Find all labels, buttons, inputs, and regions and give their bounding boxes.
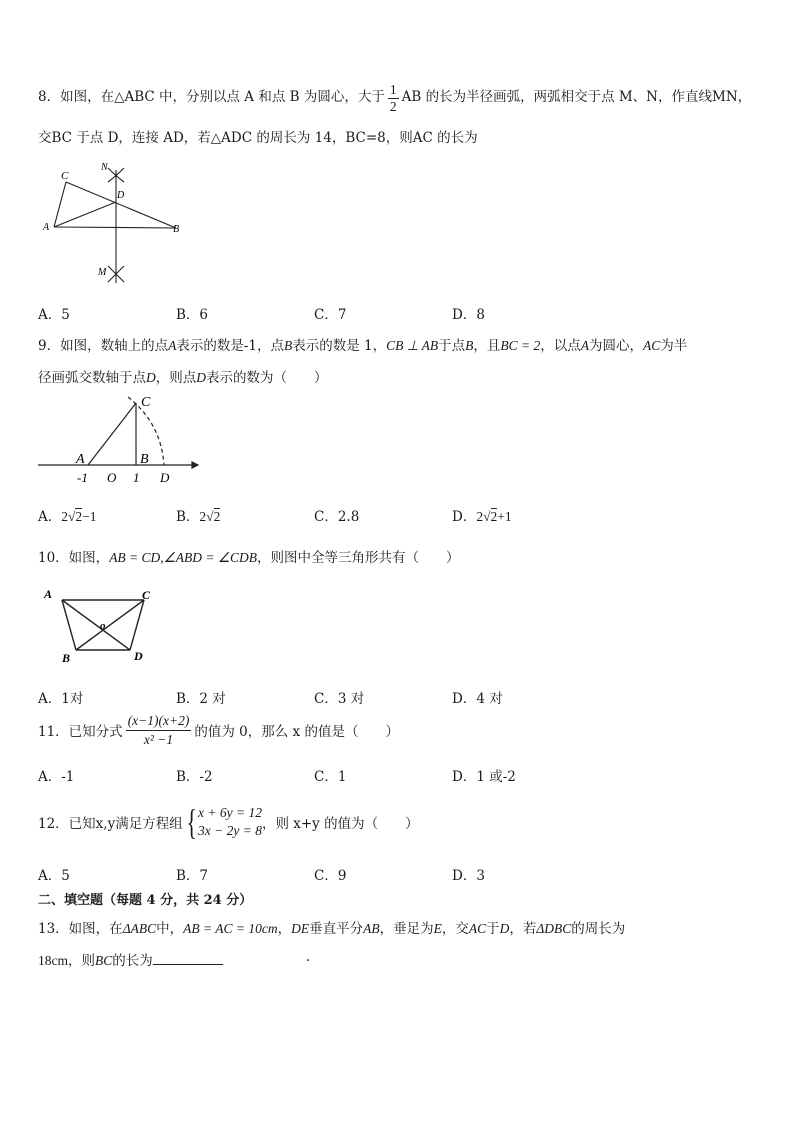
q13-var-de: DE xyxy=(291,921,310,936)
q13-answer-blank[interactable] xyxy=(153,952,223,965)
q8-figure xyxy=(38,158,198,288)
q11-option-a[interactable]: A．-1 xyxy=(38,769,75,785)
q13-var-ab: AB xyxy=(363,921,380,936)
q12-brace-icon: { xyxy=(186,802,197,842)
q9-text-b: 表示的数是-1，点 xyxy=(176,338,284,354)
q9-label-o: O xyxy=(107,470,117,485)
q10-option-d[interactable]: D．4 对 xyxy=(452,691,503,707)
q8-label-d: D xyxy=(117,190,125,201)
q13-var-bc: BC xyxy=(95,953,113,968)
q8-label-n: N xyxy=(101,162,108,173)
q10-side-ab xyxy=(62,600,76,650)
q12-text-b: ，则 x+y 的值为（ ） xyxy=(261,816,419,832)
q11-frac-num: (x−1)(x+2) xyxy=(126,713,192,731)
q9-opt-d-coef: 2 xyxy=(476,509,484,524)
q13-text-d: 垂直平分 xyxy=(309,921,364,937)
q8-option-d[interactable]: D．8 xyxy=(452,307,485,323)
q13-text-c: ， xyxy=(277,921,292,937)
q10-cond: AB = CD,∠ABD = ∠CDB xyxy=(109,550,257,565)
q8-side-cb xyxy=(66,182,176,228)
q9-line2-c: 表示的数为（ ） xyxy=(206,370,328,386)
q8-label-c: C xyxy=(61,170,69,182)
q9-opt-d-radicand: 2 xyxy=(490,509,498,524)
q11-frac-den: x² −1 xyxy=(143,731,174,747)
q8-option-b[interactable]: B．6 xyxy=(176,307,209,323)
q10-label-c: C xyxy=(142,588,151,602)
q12-eq1: x + 6y = 12 xyxy=(198,805,262,820)
q13-line2-c: 的长为 xyxy=(112,953,153,969)
q9-opt-d-post: +1 xyxy=(497,509,512,524)
section2-heading: 二、填空题（每题 4 分，共 24 分） xyxy=(38,893,253,908)
q9-var-d2: D xyxy=(196,370,206,385)
q10-figure xyxy=(38,585,158,667)
q9-line2 xyxy=(38,366,328,386)
q13-text-h: ，若 xyxy=(509,921,537,937)
q11-line1 xyxy=(38,712,399,748)
q9-opt-b-coef: 2 xyxy=(199,509,207,524)
q9-cond2: BC = 2 xyxy=(500,338,541,353)
q13-var-ac: AC xyxy=(468,921,487,936)
q8-text-a: 8．如图，在△ABC 中，分别以点 A 和点 B 为圆心，大于 xyxy=(38,89,385,106)
q10-side-cd xyxy=(130,600,144,650)
q10-label-o: o xyxy=(100,620,106,632)
q12-option-a[interactable]: A．5 xyxy=(38,868,70,884)
q9-figure xyxy=(36,393,201,488)
q10-text-b: ，则图中全等三角形共有（ ） xyxy=(256,550,460,566)
q9-text-d: 于点 xyxy=(438,338,466,354)
q13-cond1: AB = AC = 10cm xyxy=(183,921,278,936)
q10-label-d: D xyxy=(134,649,143,663)
q9-opt-a-post: −1 xyxy=(82,509,97,524)
q9-opt-b-label: B． xyxy=(176,509,200,525)
q8-option-a[interactable]: A．5 xyxy=(38,307,70,323)
q11-option-c[interactable]: C．1 xyxy=(314,769,347,785)
q12-option-b[interactable]: B．7 xyxy=(176,868,209,884)
q8-fraction xyxy=(388,83,399,113)
q8-line1 xyxy=(38,84,751,112)
q9-text-h: 为半 xyxy=(660,338,688,354)
q10-option-a[interactable]: A．1对 xyxy=(38,691,84,707)
q13-text-b: 中， xyxy=(156,921,184,937)
q8-option-c[interactable]: C．7 xyxy=(314,307,347,323)
q9-var-d: D xyxy=(146,370,156,385)
q10-diag-cb xyxy=(76,600,144,650)
q9-text-a: 9．如图，数轴上的点 xyxy=(38,338,169,354)
q9-label-a: A xyxy=(76,452,85,467)
q9-opt-a-sqrt-icon: √ xyxy=(68,509,76,524)
q8-label-b: B xyxy=(173,224,180,235)
q13-text-a: 13．如图，在 xyxy=(38,921,123,937)
q9-label-b: B xyxy=(140,452,149,467)
q8-text-b: AB 的长为半径画弧，两弧相交于点 M、N，作直线MN， xyxy=(401,89,752,106)
q12-text-a: 12．已知x,y满足方程组 xyxy=(38,816,183,832)
q9-axis-arrow xyxy=(192,462,198,468)
q9-option-a[interactable] xyxy=(38,505,97,525)
q12-eq2: 3x − 2y = 8 xyxy=(198,823,262,838)
q12-system xyxy=(198,804,262,840)
q13-period: . xyxy=(306,949,311,965)
q8-frac-num: 1 xyxy=(389,82,397,97)
q9-text-f: ，以点 xyxy=(540,338,581,354)
q13-tri2: ΔDBC xyxy=(536,921,572,936)
q10-text-a: 10．如图， xyxy=(38,550,110,566)
q12-line1 xyxy=(38,802,419,842)
q9-option-b[interactable] xyxy=(176,505,220,525)
q9-opt-a-label: A． xyxy=(38,509,62,525)
q13-text-e: ，垂足为 xyxy=(379,921,434,937)
q9-line2-b: ，则点 xyxy=(155,370,197,386)
q10-label-a: A xyxy=(44,587,53,601)
q13-line2 xyxy=(38,949,223,969)
q10-label-b: B xyxy=(62,651,71,665)
q9-var-a2: A xyxy=(580,338,590,353)
q9-label-neg1: -1 xyxy=(77,470,88,485)
q9-text-g: 为圆心， xyxy=(589,338,644,354)
q10-line1 xyxy=(38,546,459,566)
q9-var-b: B xyxy=(284,338,293,353)
q9-var-a: A xyxy=(168,338,177,353)
q8-segment-ad xyxy=(54,202,116,227)
q9-line2-a: 径画弧交数轴于点 xyxy=(38,370,146,386)
q13-var-e: E xyxy=(433,921,442,936)
q8-label-a: A xyxy=(43,222,50,233)
q11-option-d[interactable]: D．1 或-2 xyxy=(452,769,516,785)
q13-var-d: D xyxy=(499,921,510,936)
q9-label-c: C xyxy=(141,395,151,410)
q9-opt-a-coef: 2 xyxy=(61,509,68,524)
q9-var-b2: B xyxy=(465,338,474,353)
q11-text-a: 11．已知分式 xyxy=(38,724,123,740)
q8-frac-den: 2 xyxy=(389,98,397,114)
q13-tri1: ΔABC xyxy=(122,921,157,936)
q9-cond1: CB ⊥ AB xyxy=(386,338,439,353)
q13-text-g: 于 xyxy=(486,921,500,937)
q13-text-f: ，交 xyxy=(441,921,469,937)
q9-label-d: D xyxy=(160,470,170,485)
q9-text-c: 表示的数是 1， xyxy=(292,338,387,354)
q9-opt-a-radicand: 2 xyxy=(75,509,83,524)
q13-line2-b: ，则 xyxy=(68,953,95,969)
q11-fraction xyxy=(126,713,192,748)
q11-text-b: 的值为 0，那么 x 的值是（ ） xyxy=(194,724,399,740)
q12-option-d[interactable]: D．3 xyxy=(452,868,485,884)
q10-option-b[interactable]: B．2 对 xyxy=(176,691,226,707)
q8-line2: 交BC 于点 D，连接 AD，若△ADC 的周长为 14，BC=8，则AC 的长为 xyxy=(38,130,478,146)
q9-line1 xyxy=(38,334,687,354)
q9-text-e: ，且 xyxy=(473,338,501,354)
q9-opt-d-sqrt-icon: √ xyxy=(483,509,491,524)
q13-line2-a: 18cm xyxy=(38,953,68,968)
q13-text-i: 的周长为 xyxy=(571,921,626,937)
q9-label-one: 1 xyxy=(133,470,140,485)
q9-option-c[interactable]: C．2.8 xyxy=(314,509,360,525)
q10-diag-ad xyxy=(62,600,130,650)
q11-option-b[interactable]: B．-2 xyxy=(176,769,213,785)
q9-opt-d-label: D． xyxy=(452,509,477,525)
q8-side-ac xyxy=(54,182,66,227)
q8-label-m: M xyxy=(98,267,107,278)
q8-side-ab xyxy=(54,227,176,228)
q13-line1 xyxy=(38,917,625,937)
q9-opt-b-sqrt-icon: √ xyxy=(206,509,214,524)
q9-segment-ac xyxy=(88,403,136,465)
q9-var-ac: AC xyxy=(643,338,661,353)
q9-opt-b-radicand: 2 xyxy=(213,509,221,524)
q9-option-d[interactable] xyxy=(452,505,512,525)
q10-option-c[interactable]: C．3 对 xyxy=(314,691,365,707)
q12-option-c[interactable]: C．9 xyxy=(314,868,347,884)
